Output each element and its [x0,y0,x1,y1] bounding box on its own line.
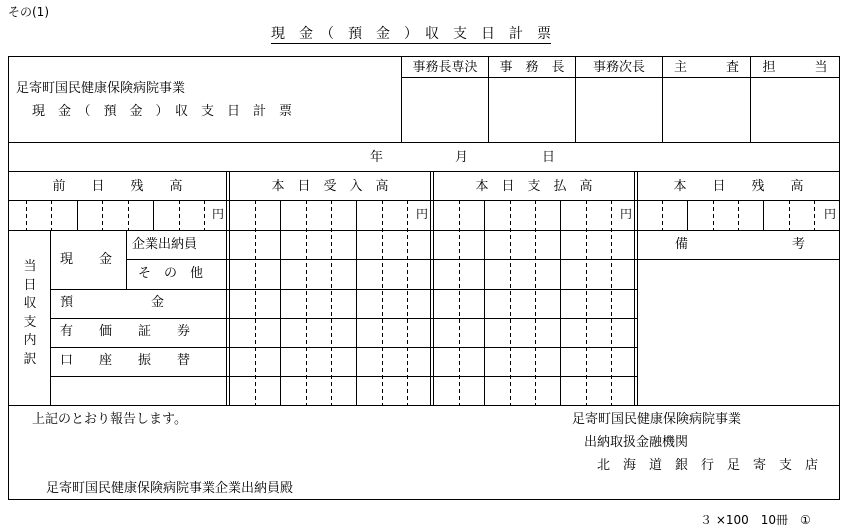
bank-role: 出納取扱金融機関 [584,435,689,450]
row-securities: 有 価 証 券 [60,324,191,339]
org-name: 足寄町国民健康保険病院事業 [16,81,186,96]
date-day-label: 日 [542,150,556,165]
bank-name: 北 海 道 銀 行 足 寄 支 店 [597,458,819,473]
approval-director-delegated: 事務長専決 [412,60,478,75]
approval-director: 事 務 長 [499,60,565,75]
approval-deputy-director: 事務次長 [592,60,645,75]
print-note: ３ ×100 10冊 ① [700,513,811,527]
col-receipts: 本 日 受 入 高 [271,179,389,194]
row-account-transfer: 口 座 振 替 [60,353,191,368]
col-today-balance: 本 日 残 高 [673,179,804,194]
date-month-label: 月 [455,150,469,165]
approval-chief: 主 査 [673,60,739,75]
col-prev-balance: 前 日 残 高 [52,179,183,194]
cash-label: 現 金 [60,252,113,267]
form-subtitle: 現 金 （ 預 金 ） 収 支 日 計 票 [32,104,293,119]
yen-today-balance: 円 [824,207,837,221]
yen-payments: 円 [620,207,633,221]
addressee: 足寄町国民健康保険病院事業企業出納員殿 [46,481,294,496]
col-payments: 本 日 支 払 高 [475,179,593,194]
remarks-label: 備 考 [675,237,806,252]
breakdown-side-label: 当日収支内訳 [23,259,37,367]
report-statement: 上記のとおり報告します。 [32,412,187,427]
yen-receipts: 円 [416,207,429,221]
approval-staff: 担 当 [762,60,828,75]
cash-sub-other: そ の 他 [138,266,204,281]
page-title: 現 金 （ 預 金 ） 収 支 日 計 票 [271,26,551,42]
issuer-org: 足寄町国民健康保険病院事業 [572,412,742,427]
date-year-label: 年 [370,150,384,165]
form-number: その(1) [8,5,49,19]
yen-prev-balance: 円 [212,207,225,221]
cash-sub-enterprise-clerk: 企業出納員 [132,237,198,252]
row-deposit: 預 金 [60,295,165,310]
